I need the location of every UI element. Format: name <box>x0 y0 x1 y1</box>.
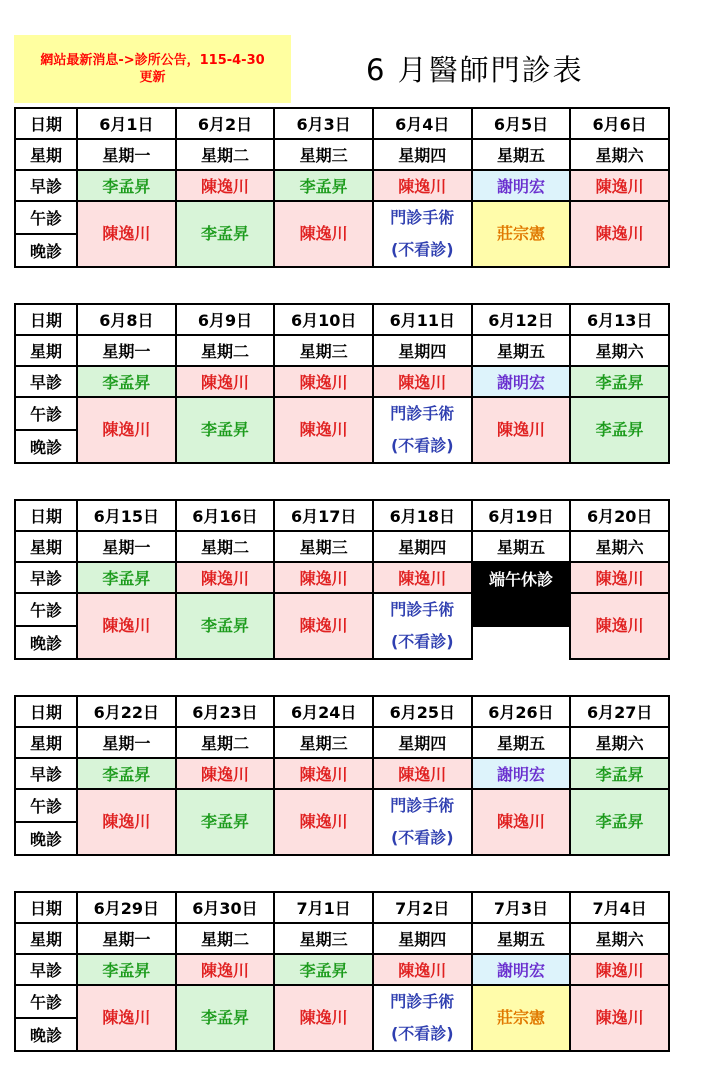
pm-doctor-cell: 陳逸川 <box>77 985 176 1051</box>
morning-row <box>15 954 669 985</box>
morning-doctor-cell: 李孟昇 <box>570 366 669 397</box>
pm-doctor-cell: 李孟昇 <box>176 985 275 1051</box>
weekday-cell: 星期四 <box>373 923 472 954</box>
pm-doctor-cell: 陳逸川 <box>472 397 571 463</box>
morning-doctor-cell: 李孟昇 <box>570 758 669 789</box>
morning-doctor-cell: 李孟昇 <box>274 954 373 985</box>
weekday-cell: 星期二 <box>176 335 275 366</box>
update-notice-line1: 網站最新消息->診所公告，115-4-30 <box>40 53 265 68</box>
update-notice-line2: 更新 <box>139 70 166 85</box>
afternoon-row <box>15 397 669 430</box>
schedule-week-table <box>14 695 670 856</box>
morning-doctor-cell: 陳逸川 <box>176 170 275 201</box>
date-row <box>15 696 669 727</box>
weekday-cell: 星期三 <box>274 335 373 366</box>
surgery-cell <box>373 201 472 267</box>
morning-doctor-cell: 李孟昇 <box>77 170 176 201</box>
row-label-evening: 晚診 <box>15 430 77 463</box>
pm-doctor-cell: 陳逸川 <box>77 789 176 855</box>
schedule-week-table <box>14 891 670 1052</box>
pm-doctor-cell: 陳逸川 <box>570 985 669 1051</box>
row-label-morning: 早診 <box>15 170 77 201</box>
pm-doctor-cell: 李孟昇 <box>570 789 669 855</box>
morning-doctor-cell: 陳逸川 <box>176 562 275 593</box>
pm-doctor-cell: 李孟昇 <box>570 397 669 463</box>
weekday-cell: 星期六 <box>570 531 669 562</box>
row-label-date: 日期 <box>15 304 77 335</box>
weekday-cell: 星期一 <box>77 335 176 366</box>
page-title: 6 月醫師門診表 <box>366 53 584 87</box>
date-cell: 6月26日 <box>472 696 571 727</box>
pm-doctor-cell: 陳逸川 <box>274 397 373 463</box>
date-cell: 6月5日 <box>472 108 571 139</box>
morning-doctor-cell: 謝明宏 <box>472 366 571 397</box>
surgery-line2: (不看診) <box>390 828 454 847</box>
row-label-date: 日期 <box>15 892 77 923</box>
row-label-evening: 晚診 <box>15 1018 77 1051</box>
weekday-cell: 星期一 <box>77 531 176 562</box>
morning-doctor-cell: 陳逸川 <box>176 954 275 985</box>
weekday-cell: 星期三 <box>274 531 373 562</box>
weekday-row <box>15 531 669 562</box>
date-cell: 6月22日 <box>77 696 176 727</box>
date-cell: 6月29日 <box>77 892 176 923</box>
weekday-cell: 星期四 <box>373 531 472 562</box>
date-cell: 6月13日 <box>570 304 669 335</box>
morning-doctor-cell: 謝明宏 <box>472 758 571 789</box>
pm-doctor-cell: 陳逸川 <box>274 201 373 267</box>
date-cell: 6月2日 <box>176 108 275 139</box>
date-cell: 6月30日 <box>176 892 275 923</box>
row-label-morning: 早診 <box>15 562 77 593</box>
date-cell: 6月23日 <box>176 696 275 727</box>
pm-doctor-cell: 莊宗憲 <box>472 201 571 267</box>
pm-doctor-cell: 陳逸川 <box>472 789 571 855</box>
row-label-weekday: 星期 <box>15 139 77 170</box>
weekday-cell: 星期一 <box>77 139 176 170</box>
morning-doctor-cell: 陳逸川 <box>176 758 275 789</box>
surgery-line1: 門診手術 <box>390 208 455 227</box>
date-cell: 6月25日 <box>373 696 472 727</box>
pm-doctor-cell: 陳逸川 <box>274 985 373 1051</box>
surgery-line2: (不看診) <box>390 632 454 651</box>
date-cell: 6月20日 <box>570 500 669 531</box>
surgery-line2: (不看診) <box>390 436 454 455</box>
weekday-cell: 星期二 <box>176 727 275 758</box>
date-cell: 7月1日 <box>274 892 373 923</box>
date-cell: 6月12日 <box>472 304 571 335</box>
pm-doctor-cell: 李孟昇 <box>176 201 275 267</box>
weekday-cell: 星期二 <box>176 923 275 954</box>
weekday-row <box>15 727 669 758</box>
weekday-cell: 星期六 <box>570 923 669 954</box>
weekday-cell: 星期五 <box>472 139 571 170</box>
date-cell: 6月19日 <box>472 500 571 531</box>
schedule-week-table <box>14 107 670 268</box>
weekday-cell: 星期五 <box>472 727 571 758</box>
row-label-afternoon: 午診 <box>15 985 77 1018</box>
weekday-cell: 星期三 <box>274 727 373 758</box>
row-label-date: 日期 <box>15 696 77 727</box>
row-label-afternoon: 午診 <box>15 397 77 430</box>
morning-row <box>15 366 669 397</box>
date-cell: 6月17日 <box>274 500 373 531</box>
update-notice <box>14 35 291 103</box>
pm-doctor-cell: 陳逸川 <box>274 593 373 659</box>
weekday-cell: 星期五 <box>472 335 571 366</box>
row-label-afternoon: 午診 <box>15 201 77 234</box>
date-cell: 7月2日 <box>373 892 472 923</box>
pm-doctor-cell: 陳逸川 <box>77 397 176 463</box>
weekday-cell: 星期六 <box>570 139 669 170</box>
row-label-date: 日期 <box>15 108 77 139</box>
morning-doctor-cell: 陳逸川 <box>373 170 472 201</box>
date-cell: 6月16日 <box>176 500 275 531</box>
date-cell: 6月27日 <box>570 696 669 727</box>
morning-doctor-cell: 謝明宏 <box>472 954 571 985</box>
date-cell: 6月8日 <box>77 304 176 335</box>
surgery-cell <box>373 985 472 1051</box>
pm-doctor-cell: 陳逸川 <box>570 201 669 267</box>
surgery-line1: 門診手術 <box>390 796 455 815</box>
weekday-cell: 星期六 <box>570 335 669 366</box>
date-cell: 6月24日 <box>274 696 373 727</box>
date-row <box>15 108 669 139</box>
pm-doctor-cell: 李孟昇 <box>176 593 275 659</box>
weekday-cell: 星期六 <box>570 727 669 758</box>
morning-doctor-cell: 謝明宏 <box>472 170 571 201</box>
date-cell: 7月4日 <box>570 892 669 923</box>
morning-doctor-cell: 陳逸川 <box>570 562 669 593</box>
morning-doctor-cell: 陳逸川 <box>570 170 669 201</box>
surgery-line2: (不看診) <box>390 1024 454 1043</box>
date-row <box>15 892 669 923</box>
date-cell: 6月10日 <box>274 304 373 335</box>
afternoon-row <box>15 593 669 626</box>
date-cell: 7月3日 <box>472 892 571 923</box>
morning-doctor-cell: 陳逸川 <box>373 562 472 593</box>
weekday-cell: 星期二 <box>176 531 275 562</box>
morning-doctor-cell: 陳逸川 <box>274 562 373 593</box>
weekday-row <box>15 139 669 170</box>
schedule-week-table <box>14 499 670 660</box>
row-label-afternoon: 午診 <box>15 789 77 822</box>
row-label-evening: 晚診 <box>15 822 77 855</box>
surgery-line1: 門診手術 <box>390 600 455 619</box>
morning-doctor-cell: 陳逸川 <box>274 758 373 789</box>
weekday-row <box>15 335 669 366</box>
surgery-line2: (不看診) <box>390 240 454 259</box>
weekday-cell: 星期五 <box>472 531 571 562</box>
afternoon-row <box>15 789 669 822</box>
date-row <box>15 500 669 531</box>
surgery-cell <box>373 397 472 463</box>
date-cell: 6月1日 <box>77 108 176 139</box>
morning-doctor-cell: 陳逸川 <box>274 366 373 397</box>
afternoon-row <box>15 201 669 234</box>
morning-row <box>15 170 669 201</box>
row-label-weekday: 星期 <box>15 727 77 758</box>
row-label-morning: 早診 <box>15 954 77 985</box>
pm-doctor-cell: 莊宗憲 <box>472 985 571 1051</box>
weekday-cell: 星期五 <box>472 923 571 954</box>
weekday-cell: 星期二 <box>176 139 275 170</box>
date-cell: 6月15日 <box>77 500 176 531</box>
pm-doctor-cell: 陳逸川 <box>77 201 176 267</box>
row-label-morning: 早診 <box>15 366 77 397</box>
morning-doctor-cell: 陳逸川 <box>570 954 669 985</box>
date-cell: 6月3日 <box>274 108 373 139</box>
surgery-line1: 門診手術 <box>390 404 455 423</box>
date-cell: 6月4日 <box>373 108 472 139</box>
row-label-weekday: 星期 <box>15 531 77 562</box>
date-row <box>15 304 669 335</box>
date-cell: 6月6日 <box>570 108 669 139</box>
date-cell: 6月9日 <box>176 304 275 335</box>
morning-doctor-cell: 陳逸川 <box>373 758 472 789</box>
weekday-cell: 星期四 <box>373 727 472 758</box>
row-label-weekday: 星期 <box>15 923 77 954</box>
holiday-cell: 端午休診 <box>472 562 571 626</box>
pm-doctor-cell: 李孟昇 <box>176 397 275 463</box>
pm-doctor-cell: 陳逸川 <box>570 593 669 659</box>
row-label-morning: 早診 <box>15 758 77 789</box>
surgery-cell <box>373 593 472 659</box>
row-label-afternoon: 午診 <box>15 593 77 626</box>
weekday-cell: 星期四 <box>373 335 472 366</box>
pm-doctor-cell: 陳逸川 <box>77 593 176 659</box>
pm-doctor-cell: 陳逸川 <box>274 789 373 855</box>
morning-doctor-cell: 陳逸川 <box>373 954 472 985</box>
morning-doctor-cell: 李孟昇 <box>274 170 373 201</box>
pm-doctor-cell: 李孟昇 <box>176 789 275 855</box>
weekday-cell: 星期一 <box>77 923 176 954</box>
morning-row <box>15 562 669 593</box>
row-label-evening: 晚診 <box>15 234 77 267</box>
weekday-cell: 星期三 <box>274 139 373 170</box>
morning-doctor-cell: 李孟昇 <box>77 366 176 397</box>
morning-row <box>15 758 669 789</box>
weekday-cell: 星期四 <box>373 139 472 170</box>
date-cell: 6月11日 <box>373 304 472 335</box>
morning-doctor-cell: 李孟昇 <box>77 562 176 593</box>
date-cell: 6月18日 <box>373 500 472 531</box>
weekday-cell: 星期一 <box>77 727 176 758</box>
morning-doctor-cell: 陳逸川 <box>176 366 275 397</box>
weekday-cell: 星期三 <box>274 923 373 954</box>
surgery-cell <box>373 789 472 855</box>
surgery-line1: 門診手術 <box>390 992 455 1011</box>
row-label-weekday: 星期 <box>15 335 77 366</box>
afternoon-row <box>15 985 669 1018</box>
morning-doctor-cell: 李孟昇 <box>77 758 176 789</box>
weekday-row <box>15 923 669 954</box>
row-label-evening: 晚診 <box>15 626 77 659</box>
row-label-date: 日期 <box>15 500 77 531</box>
morning-doctor-cell: 李孟昇 <box>77 954 176 985</box>
morning-doctor-cell: 陳逸川 <box>373 366 472 397</box>
schedule-week-table <box>14 303 670 464</box>
